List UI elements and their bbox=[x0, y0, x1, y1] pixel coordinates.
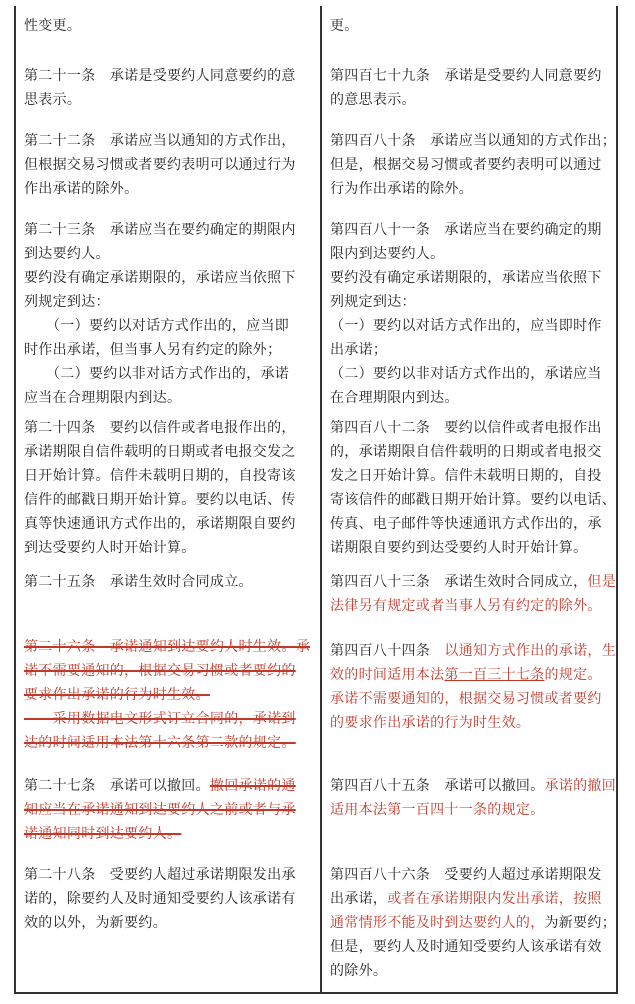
right-p0: 更。 bbox=[330, 18, 359, 34]
left-article-27: 第二十七条 承诺可以撤回。撤回承诺的通 知应当在承诺通知到达要约人之前或者与承 诺通知同时到达要约人。 bbox=[24, 778, 296, 842]
right-article-482: 第四百八十二条 要约以信件或者电报作出 的，承诺期限自信件载明的日期或者电报交 发之日开始计算。信件未载明日期的，自投 寄该信件的邮戳日期开始计算。要约以电话、 传真、电子邮件等快速通讯方式作出的，承 诺期限自要约到达受要约人时开始计算。 bbox=[330, 420, 616, 556]
left-article-26: 第二十六条 承诺通知到达要约人时生效。承 诺不需要通知的，根据交易习惯或者要约的 要求作出承诺的行为时生效。 采用数据电文形式订立合同的，承诺到 达的时间适用本法第十六条第二款的规定。 bbox=[24, 639, 310, 751]
left-article-22: 第二十二条 承诺应当以通知的方式作出， 但根据交易习惯或者要约表明可以通过行为 作出承诺的除外。 bbox=[24, 133, 296, 197]
right-article-480: 第四百八十条 承诺应当以通知的方式作出； 但是，根据交易习惯或者要约表明可以通过 行为作出承诺的除外。 bbox=[330, 133, 616, 197]
column-divider bbox=[320, 6, 322, 992]
left-article-28: 第二十八条 受要约人超过承诺期限发出承 诺的，除要约人及时通知受要约人该承诺有 效的以外，为新要约。 bbox=[24, 867, 296, 931]
article-137-reference: 第一百三十七条 bbox=[444, 667, 545, 683]
right-article-486: 第四百八十六条 受要约人超过承诺期限发 出承诺，或者在承诺期限内发出承诺，按照 通常情形不能及时到达要约人的，为新要约； 但是，要约人及时通知受要约人该承诺有效 的除外。 bbox=[330, 867, 616, 979]
comparison-table bbox=[14, 6, 618, 994]
left-article-24: 第二十四条 要约以信件或者电报作出的， 承诺期限自信件载明的日期或者电报交发之 日开始计算。信件未载明日期的，自投寄该 信件的邮戳日期开始计算。要约以电话、传 真等快速通讯方式作出的，承诺期限自要约 到达受要约人时开始计算。 bbox=[24, 420, 296, 556]
right-article-481: 第四百八十一条 承诺应当在要约确定的期 限内到达要约人。 要约没有确定承诺期限的，承诺应当依照下 列规定到达： （一）要约以对话方式作出的，应当即时作 出承诺； （二）要约以非对话方式作出的，承诺应当 在合理期限内到达。 bbox=[330, 222, 602, 406]
right-article-483: 第四百八十三条 承诺生效时合同成立，但是 法律另有规定或者当事人另有约定的除外。 bbox=[330, 574, 617, 614]
right-article-484: 第四百八十四条 以通知方式作出的承诺，生 效的时间适用本法第一百三十七条的规定。 承诺不需要通知的，根据交易习惯或者要约 的要求作出承诺的行为时生效。 bbox=[330, 643, 617, 731]
left-p0: 性变更。 bbox=[24, 18, 82, 34]
left-article-23: 第二十三条 承诺应当在要约确定的期限内 到达要约人。 要约没有确定承诺期限的，承诺应当依照下 列规定到达： （一）要约以对话方式作出的，应当即 时作出承诺，但当事人另有约定的除外； （二）要约以非对话方式作出的，承诺 应当在合理期限内到达。 bbox=[24, 222, 296, 406]
right-article-479: 第四百七十九条 承诺是受要约人同意要约 的意思表示。 bbox=[330, 68, 602, 108]
left-article-25: 第二十五条 承诺生效时合同成立。 bbox=[24, 574, 253, 590]
right-article-485: 第四百八十五条 承诺可以撤回。承诺的撤回 适用本法第一百四十一条的规定。 bbox=[330, 778, 616, 818]
left-article-21: 第二十一条 承诺是受要约人同意要约的意 思表示。 bbox=[24, 68, 296, 108]
